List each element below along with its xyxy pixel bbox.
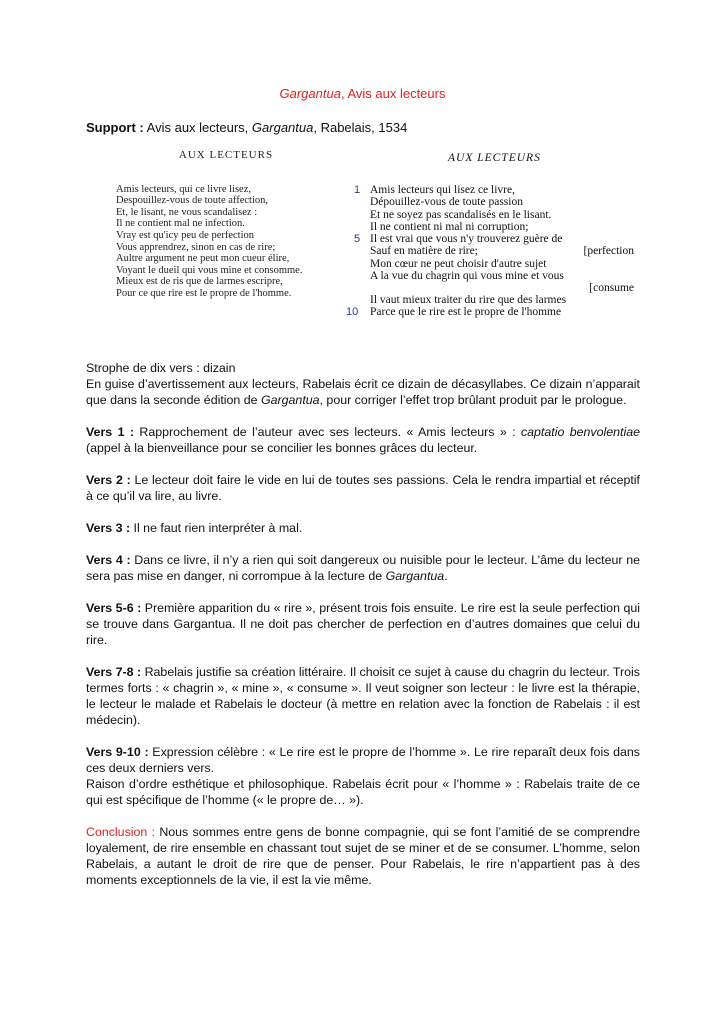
intro-italic: Gargantua (260, 393, 320, 407)
verse-label: Vers 3 : (86, 521, 131, 535)
intro-line: Strophe de dix vers : dizain (86, 361, 236, 375)
verse-mark: 10 (346, 306, 359, 319)
verse-3-paragraph (86, 520, 640, 536)
poem-line: [perfection (583, 245, 634, 258)
verse-9-10-paragraph (86, 744, 640, 776)
commentary (86, 360, 640, 888)
verse-text: Dans ce livre, il n’y a rien qui soit dangereux ou nuisible pour le lecteur. L’âme du lecteur ne sera pas mise en danger, ni corrompue à la lecture de (86, 553, 640, 583)
verse-text: Le lecteur doit faire le vide en lui de toutes ses passions. Cela le rendra impartial et réceptif à ce qu’il va lire, au livre. (86, 473, 640, 503)
verse-label: Vers 5-6 : (86, 601, 142, 615)
verse-text: Première apparition du « rire », présent trois fois ensuite. Le rire est la seule perfection qui se trouve dans Gargantua. Il ne doit pas chercher de perfection en d’autres domaines que celui du rire. (86, 601, 640, 647)
conclusion-label: Conclusion : (86, 825, 156, 839)
verse-text: Rapprochement de l’auteur avec ses lecteurs. « Amis lecteurs » : (133, 425, 521, 439)
poem-modern-heading: AUX LECTEURS (448, 152, 541, 164)
poem-line-text: Il est vrai que vous n'y trouverez guère de (370, 233, 563, 246)
poem-line: Dépouillez-vous de toute passion (370, 196, 523, 209)
poem-line (354, 233, 638, 246)
page-title (0, 86, 725, 101)
verse-text-end: . (444, 569, 448, 583)
poem-modern (346, 152, 638, 319)
poem-line: Vray est qu'icy peu de perfection (116, 229, 254, 241)
verse-label: Vers 9-10 : (86, 745, 149, 759)
poem-line: Pour ce que rire est le propre de l'homme. (116, 287, 292, 299)
poem-line-text: Amis lecteurs qui lisez ce livre, (370, 184, 515, 197)
poem-line: [consume (589, 282, 634, 295)
verse-1-paragraph (86, 424, 640, 456)
intro-text-end: , pour corriger l’effet trop brûlant produit par le prologue. (319, 393, 627, 407)
verse-label: Vers 4 : (86, 553, 131, 567)
poem-line (354, 184, 638, 197)
poem-line: Mon cœur ne peut choisir d'autre sujet (370, 257, 547, 270)
title-italic: Gargantua (279, 86, 341, 101)
verse-4-paragraph (86, 552, 640, 584)
poem-line: Amis lecteurs, qui ce livre lisez, (116, 183, 251, 195)
intro-paragraph (86, 376, 640, 408)
verse-2-paragraph (86, 472, 640, 504)
verse-5-6-paragraph (86, 600, 640, 648)
support-line (86, 120, 407, 135)
verse-text: Rabelais justifie sa création littéraire. Il choisit ce sujet à cause du chagrin du lecteur. Trois termes forts : « chagrin », « mine », « consume ». Il veut soigner son lecteur : le livre est la thérapie, le lecteur le malade et Rabelais le docteur (à mettre en relation avec la fonction de Rabelais : il est médecin). (86, 665, 640, 727)
poem-line: Voyant le dueil qui vous mine et consomme. (116, 264, 303, 276)
support-label: Support : (86, 120, 144, 135)
poem-line (346, 306, 638, 319)
verse-italic: Gargantua (385, 569, 445, 583)
poem-line: Mieux est de ris que de larmes escripre, (116, 276, 283, 288)
poem-line: Sauf en matière de rire; (370, 245, 478, 258)
conclusion-paragraph (86, 824, 640, 888)
verse-italic: captatio benvolentiae (520, 425, 640, 439)
verse-mark: 1 (354, 184, 361, 197)
support-italic: Gargantua (251, 120, 314, 135)
verse-label: Vers 2 : (86, 473, 131, 487)
poem-original (116, 150, 366, 300)
poem-line: Il ne contient ni mal ni corruption; (370, 220, 529, 233)
poem-line: Despouillez-vous de toute affection, (116, 195, 269, 207)
poem-line: Et ne soyez pas scandalisés en le lisant. (370, 208, 552, 221)
verse-mark: 5 (354, 233, 361, 246)
verse-text: Expression célèbre : « Le rire est le propre de l’homme ». Le rire reparaît deux fois dans ces deux derniers vers. (86, 745, 640, 775)
support-text: Avis aux lecteurs, (143, 120, 252, 135)
poem-original-heading: AUX LECTEURS (178, 149, 274, 161)
poem-line: Et, le lisant, ne vous scandalisez : (116, 206, 258, 218)
verse-text-end: (appel à la bienveillance pour se concilier les bonnes grâces du lecteur. (86, 441, 478, 455)
poem-line-text: Parce que le rire est le propre de l'homme (370, 306, 562, 319)
conclusion-text: Nous sommes entre gens de bonne compagnie, qui se font l’amitié de se comprendre loyalement, de rire ensemble en chassant tout sujet de se miner et de se consumer. L’homme, selon Rabelais, a autant le droit de rire que de penser. Pour Rabelais, le rire n’appartient pas à des moments exceptionnels de la vie, il est la vie même. (86, 825, 640, 887)
poem-line: Aultre argument ne peut mon cueur élire, (116, 253, 290, 265)
poem-line: A la vue du chagrin qui vous mine et vous (370, 269, 564, 282)
support-text-end: , Rabelais, 1534 (313, 120, 408, 135)
poem-scan (84, 150, 640, 340)
poem-line: Il vaut mieux traiter du rire que des larmes (370, 294, 567, 307)
poem-line: Il ne contient mal ne infection. (116, 218, 245, 230)
verse-label: Vers 1 : (86, 425, 134, 439)
intro-text: En guise d’avertissement aux lecteurs, Rabelais écrit ce dizain de décasyllabes. Ce dizain n’apparait que dans la seconde édition de (86, 377, 640, 407)
verse-7-8-paragraph (86, 664, 640, 728)
poem-line: Vous apprendrez, sinon en cas de rire; (116, 241, 276, 253)
verse-9-10-continuation: Raison d’ordre esthétique et philosophique. Rabelais écrit pour « l’homme » : Rabelais traite de ce qui est spécifique de l’homme (« le propre de… »). (86, 777, 640, 807)
title-rest: , Avis aux lecteurs (340, 86, 446, 101)
verse-text: Il ne faut rien interpréter à mal. (130, 521, 303, 535)
verse-label: Vers 7-8 : (86, 665, 142, 679)
